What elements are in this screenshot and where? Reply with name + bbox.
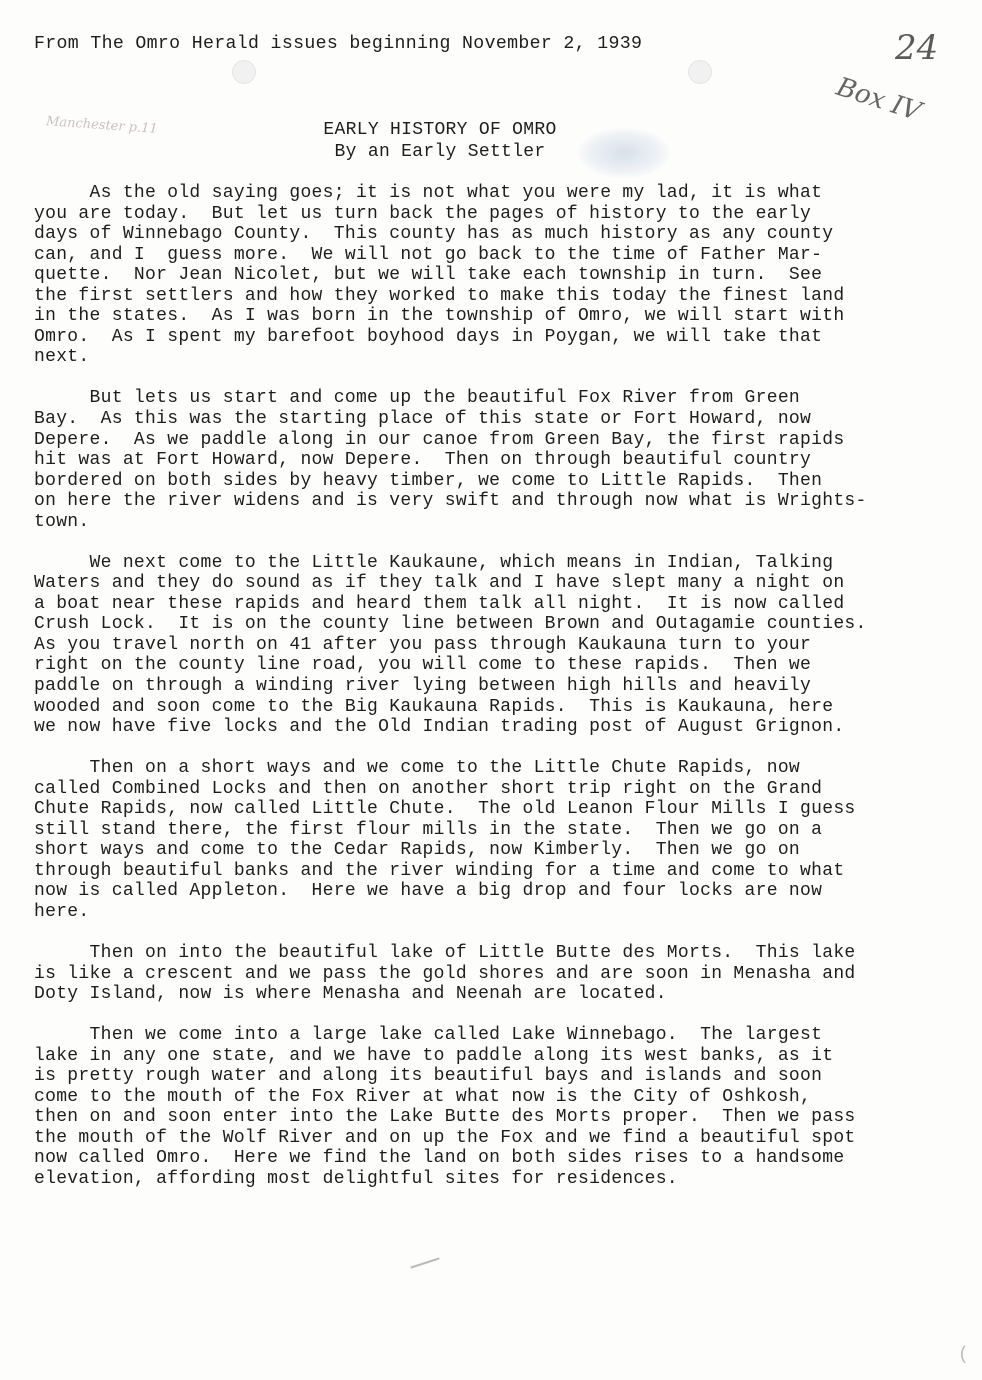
paragraph <box>34 388 964 532</box>
text-line: wooded and soon come to the Big Kaukauna Rapids. This is Kaukauna, here <box>34 696 834 717</box>
text-line: Bay. As this was the starting place of this state or Fort Howard, now <box>34 408 812 429</box>
pencil-note: Manchester p.11 <box>45 114 159 137</box>
text-line: But lets us start and come up the beautiful Fox River from Green <box>34 388 801 409</box>
text-line: Then on into the beautiful lake of Little Butte des Morts. This lake <box>34 943 856 964</box>
text-line: you are today. But let us turn back the pages of history to the early <box>34 203 812 224</box>
text-line: As the old saying goes; it is not what you were my lad, it is what <box>34 183 823 203</box>
paragraph <box>34 183 964 368</box>
text-line: still stand there, the first flour mills in the state. Then we go on a <box>34 819 823 840</box>
text-line: As you travel north on 41 after you pass through Kaukauna turn to your <box>34 634 812 655</box>
text-line: elevation, affording most delightful sites for residences. <box>34 1169 678 1190</box>
punch-hole <box>232 60 256 84</box>
text-line: Waters and they do sound as if they talk and I have slept many a night on <box>34 573 845 594</box>
text-line: days of Winnebago County. This county has as much history as any county <box>34 224 834 245</box>
text-line: through beautiful banks and the river winding for a time and come to what <box>34 860 845 881</box>
body-text <box>34 183 964 1210</box>
text-line: right on the county line road, you will come to these rapids. Then we <box>34 655 812 676</box>
handwritten-box-label: Box IV <box>832 72 925 128</box>
text-line: Chute Rapids, now called Little Chute. The old Leanon Flour Mills I guess <box>34 799 856 820</box>
text-line: can, and I guess more. We will not go back to the time of Father Mar- <box>34 244 823 265</box>
text-line: We next come to the Little Kaukaune, which means in Indian, Talking <box>34 552 834 573</box>
text-line: on here the river widens and is very swift and through now what is Wrights- <box>34 491 867 512</box>
text-line: Crush Lock. It is on the county line between Brown and Outagamie counties. <box>34 614 867 635</box>
text-line: Then on a short ways and we come to the Little Chute Rapids, now <box>34 758 801 779</box>
edge-mark: ( <box>958 1345 969 1365</box>
punch-hole <box>688 60 712 84</box>
text-line: is like a crescent and we pass the gold shores and are soon in Menasha and <box>34 963 856 984</box>
text-line: the first settlers and how they worked to make this today the finest land <box>34 285 845 306</box>
text-line: Then we come into a large lake called Lake Winnebago. The largest <box>34 1025 823 1046</box>
paragraph <box>34 943 964 1005</box>
text-line: short ways and come to the Cedar Rapids, now Kimberly. Then we go on <box>34 840 801 861</box>
text-line: quette. Nor Jean Nicolet, but we will take each township in turn. See <box>34 265 823 286</box>
paragraph <box>34 758 964 922</box>
text-line: in the states. As I was born in the township of Omro, we will start with <box>34 306 845 327</box>
pencil-tick-mark <box>410 1257 439 1268</box>
text-line: hit was at Fort Howard, now Depere. Then on through beautiful country <box>34 450 812 471</box>
text-line: here. <box>34 902 90 922</box>
text-line: a boat near these rapids and heard them talk all night. It is now called <box>34 593 845 614</box>
text-line: Doty Island, now is where Menasha and Neenah are located. <box>34 984 667 1005</box>
text-line: Omro. As I spent my barefoot boyhood days in Poygan, we will take that <box>34 326 823 347</box>
text-line: come to the mouth of the Fox River at what now is the City of Oshkosh, <box>34 1086 812 1107</box>
text-line: lake in any one state, and we have to paddle along its west banks, as it <box>34 1045 834 1066</box>
text-line: then on and soon enter into the Lake Butte des Morts proper. Then we pass <box>34 1107 856 1128</box>
text-line: bordered on both sides by heavy timber, we come to Little Rapids. Then <box>34 470 823 491</box>
paragraph <box>34 1025 964 1189</box>
handwritten-page-number: 24 <box>895 28 939 68</box>
source-line: From The Omro Herald issues beginning November 2, 1939 <box>34 34 643 54</box>
text-line: Depere. As we paddle along in our canoe from Green Bay, the first rapids <box>34 429 845 450</box>
text-line: town. <box>34 511 90 532</box>
text-line: we now have five locks and the Old Indian trading post of August Grignon. <box>34 717 845 738</box>
paragraph <box>34 553 964 738</box>
document-byline: By an Early Settler <box>334 142 546 162</box>
text-line: is pretty rough water and along its beautiful bays and islands and soon <box>34 1066 823 1087</box>
text-line: paddle on through a winding river lying between high hills and heavily <box>34 676 812 697</box>
document-title: EARLY HISTORY OF OMRO <box>323 120 557 140</box>
text-line: now called Omro. Here we find the land on both sides rises to a handsome <box>34 1148 845 1169</box>
text-line: now is called Appleton. Here we have a big drop and four locks are now <box>34 881 823 902</box>
text-line: the mouth of the Wolf River and on up the Fox and we find a beautiful spot <box>34 1127 856 1148</box>
text-line: next. <box>34 347 90 368</box>
text-line: called Combined Locks and then on another short trip right on the Grand <box>34 778 823 799</box>
